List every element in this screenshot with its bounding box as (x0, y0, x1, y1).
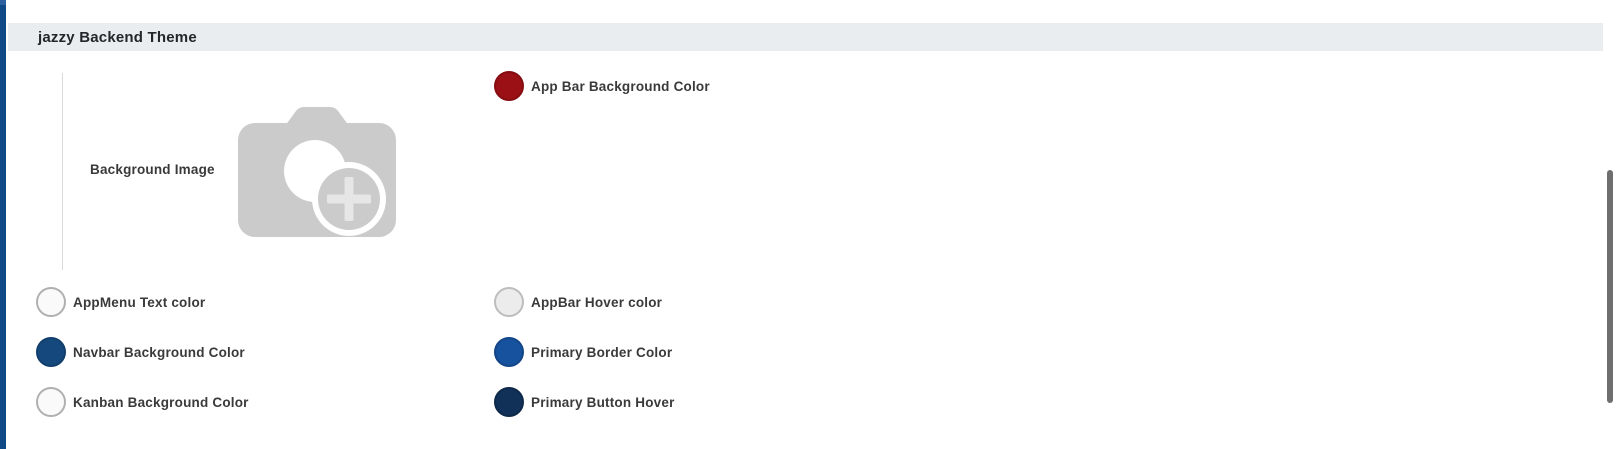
left-accent-bar (0, 0, 6, 449)
field-label: Kanban Background Color (73, 394, 249, 410)
field-label: Navbar Background Color (73, 344, 245, 360)
field-label: AppBar Hover color (531, 294, 663, 310)
appmenu-text-color-swatch[interactable] (36, 287, 66, 317)
kanban-background-color-swatch[interactable] (36, 387, 66, 417)
appbar-hover-color-swatch[interactable] (494, 287, 524, 317)
field-primary-button-hover (494, 387, 675, 417)
primary-button-hover-swatch[interactable] (494, 387, 524, 417)
field-label: Background Image (90, 162, 215, 177)
field-divider (62, 73, 63, 270)
field-label: AppMenu Text color (73, 294, 206, 310)
field-label: App Bar Background Color (531, 78, 710, 94)
camera-plus-icon (238, 229, 396, 246)
primary-border-color-swatch[interactable] (494, 337, 524, 367)
field-primary-border-color (494, 337, 672, 367)
left-accent-bar-top (0, 0, 6, 5)
field-label: Primary Border Color (531, 344, 673, 360)
vertical-scrollbar-thumb[interactable] (1607, 170, 1613, 403)
page-title: jazzy Backend Theme (38, 28, 197, 46)
field-kanban-background-color (36, 387, 249, 417)
field-appbar-hover-color (494, 287, 662, 317)
background-image-upload[interactable] (238, 106, 396, 242)
field-appmenu-text-color (36, 287, 205, 317)
field-label: Primary Button Hover (531, 394, 675, 410)
navbar-background-color-swatch[interactable] (36, 337, 66, 367)
field-app-bar-background-color (494, 71, 710, 101)
section-header (8, 23, 1603, 51)
app-bar-background-color-swatch[interactable] (494, 71, 524, 101)
field-navbar-background-color (36, 337, 245, 367)
